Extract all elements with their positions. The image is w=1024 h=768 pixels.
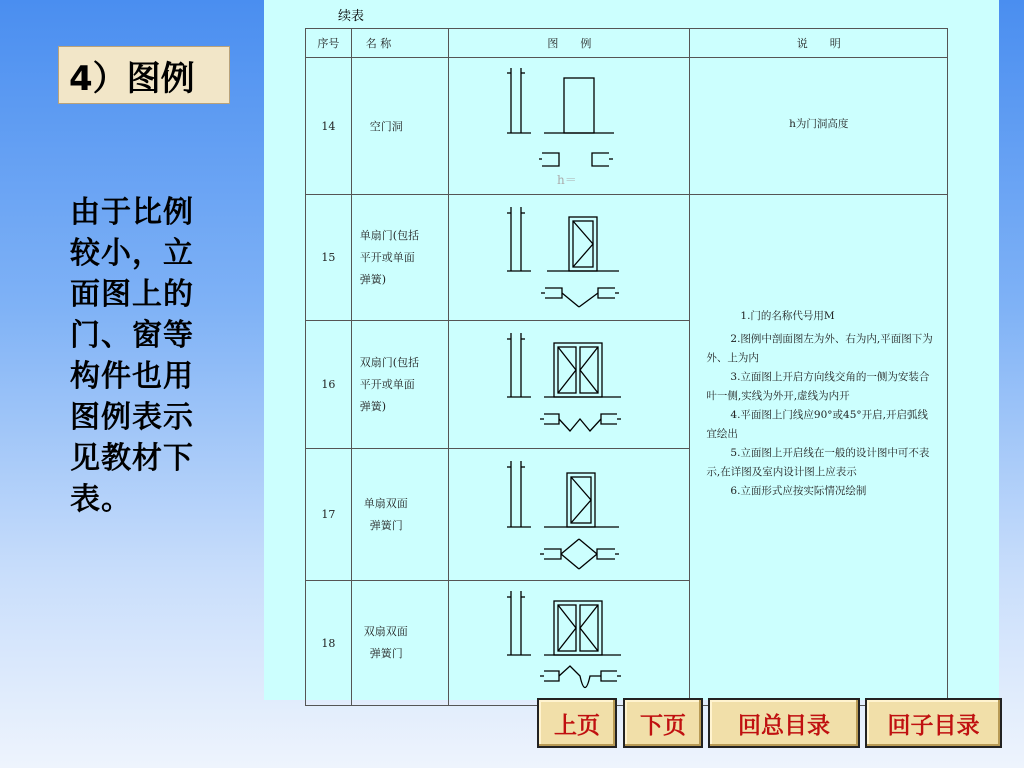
row-figure-single-door <box>449 195 690 321</box>
name-line: 单扇双面 <box>363 496 408 510</box>
row-figure-single-swing-door <box>449 449 690 581</box>
next-page-button[interactable]: 下页 <box>623 698 703 748</box>
note-item: 3.立面图上开启方向线交角的一侧为安装合叶一侧,实线为外开,虚线为内开 <box>706 371 930 402</box>
sub-toc-button[interactable]: 回子目录 <box>865 698 1002 748</box>
height-label: h＝ <box>557 173 578 187</box>
name-line: 双扇双面 <box>363 625 408 638</box>
single-door-figure <box>449 195 689 317</box>
double-door-figure <box>449 321 689 445</box>
section-title <box>58 46 230 104</box>
row-no: 18 <box>306 581 352 706</box>
name-line: 单扇门(包括 <box>359 228 420 242</box>
legend-table <box>305 28 948 706</box>
row-no: 17 <box>306 449 352 581</box>
row-figure-empty-doorway <box>449 58 690 195</box>
note-item: 6.立面形式应按实际情况绘制 <box>730 485 867 497</box>
header-figure: 图 例 <box>449 29 690 58</box>
main-toc-button[interactable]: 回总目录 <box>708 698 860 748</box>
name-line: 弹簧门 <box>369 518 403 532</box>
row-name: 空门洞 <box>351 58 449 195</box>
notes-cell <box>690 195 948 706</box>
section-title-text: 4）图例 <box>69 58 195 99</box>
row-name <box>351 581 449 706</box>
name-line: 弹簧) <box>359 272 387 286</box>
row-no: 15 <box>306 195 352 321</box>
header-no: 序号 <box>306 29 352 58</box>
name-line: 双扇门(包括 <box>359 355 420 369</box>
header-desc: 说 明 <box>690 29 948 58</box>
note-item: 5.立面图上开启线在一般的设计图中可不表示,在详图及室内设计图上应表示 <box>706 447 930 478</box>
name-line: 弹簧门 <box>369 647 403 660</box>
double-swing-door-figure <box>449 581 689 702</box>
note-item: 4.平面图上门线应90°或45°开启,开启弧线宜绘出 <box>706 409 928 440</box>
header-name: 名 称 <box>351 29 449 58</box>
row-name <box>351 449 449 581</box>
prev-page-button[interactable]: 上页 <box>537 698 617 748</box>
table-row <box>306 58 948 195</box>
description-text: 由于比例较小，立面图上的门、窗等构件也用图例表示见教材下表。 <box>70 195 194 517</box>
name-line: 平开或单面 <box>359 250 415 264</box>
row-name <box>351 321 449 449</box>
table-header-row <box>306 29 948 58</box>
table-row <box>306 195 948 321</box>
row-no: 14 <box>306 58 352 195</box>
single-swing-door-figure <box>449 449 689 577</box>
continued-label: 续表 <box>338 9 365 24</box>
row-note: h为门洞高度 <box>690 58 948 195</box>
row-figure-double-door <box>449 321 690 449</box>
empty-doorway-figure <box>449 58 689 191</box>
row-no: 16 <box>306 321 352 449</box>
note-item: 2.图例中剖面图左为外、右为内,平面图下为外、上为内 <box>706 333 933 364</box>
note-item: 1.门的名称代号用M <box>740 310 835 322</box>
row-figure-double-swing-door <box>449 581 690 706</box>
name-line: 弹簧) <box>359 399 387 413</box>
name-line: 平开或单面 <box>359 377 415 391</box>
row-name <box>351 195 449 321</box>
